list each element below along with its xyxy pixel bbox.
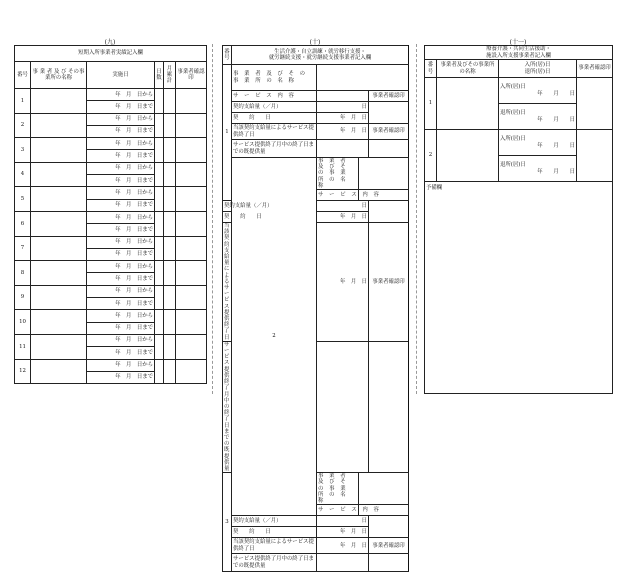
- panel9-col-days: 日 数: [155, 62, 164, 89]
- panel10-contract-amount-label: 契約支給量（／月）: [223, 201, 232, 212]
- panel10-contract-date-value[interactable]: 年 月 日: [317, 212, 369, 223]
- panel11-exit-cell[interactable]: [499, 156, 577, 182]
- panel9-confirm-cell[interactable]: [176, 138, 207, 163]
- panel9-row-number: 1: [15, 89, 31, 114]
- panel10-confirm-cell[interactable]: [369, 201, 409, 223]
- panel9-date-from[interactable]: 年 月 日から: [87, 334, 155, 346]
- panel9-row: [15, 261, 207, 273]
- panel11-exit-label: 退所(居)日: [500, 110, 526, 117]
- panel10-service-label: サ ー ビ ス 内 容: [317, 505, 359, 516]
- panel9-provider-cell[interactable]: [31, 113, 87, 138]
- panel9-row-number: 10: [15, 310, 31, 335]
- panel9-date-from[interactable]: 年 月 日から: [87, 113, 155, 125]
- panel11-provider-cell[interactable]: [437, 78, 499, 130]
- panel9-row: [15, 211, 207, 223]
- panel9-month-total-cell[interactable]: [164, 211, 176, 236]
- panel11-entry-label: 入所(居)日: [500, 84, 526, 91]
- panel9-provider-cell[interactable]: [31, 211, 87, 236]
- panel10-end-contract-value[interactable]: 年 月 日: [317, 223, 369, 342]
- panel11-entry-date: 年 月 日: [537, 90, 575, 97]
- panel11-exit-date: 年 月 日: [537, 116, 575, 123]
- panel9-date-from[interactable]: 年 月 日から: [87, 261, 155, 273]
- panel10-row: [223, 538, 409, 554]
- panel9-date-from[interactable]: 年 月 日から: [87, 359, 155, 371]
- panel9-date-from[interactable]: 年 月 日から: [87, 89, 155, 101]
- separator-right: [416, 44, 417, 394]
- panel9-confirm-cell[interactable]: [176, 211, 207, 236]
- panel9-date-to[interactable]: 年 月 日まで: [87, 199, 155, 211]
- panel9-col-provider: 事 業 者 及 び その事業所の名称: [31, 62, 87, 89]
- panel9-days-cell[interactable]: [155, 310, 164, 335]
- panel10-end-balance-value[interactable]: [317, 341, 369, 472]
- panel9-row: [15, 236, 207, 248]
- panel10-provider-value[interactable]: [359, 473, 409, 505]
- panel9-days-cell[interactable]: [155, 359, 164, 384]
- panel9-days-cell[interactable]: [155, 211, 164, 236]
- panel9-date-to[interactable]: 年 月 日まで: [87, 347, 155, 359]
- separator-left: [212, 44, 213, 394]
- panel9-confirm-cell[interactable]: [176, 113, 207, 138]
- panel11-entry-label: 入所(居)日: [500, 136, 526, 143]
- panel9-date-to[interactable]: 年 月 日まで: [87, 273, 155, 285]
- panel9-col-period: 実施日: [87, 62, 155, 89]
- panel11-col-dates: 入所(居)日 退所(居)日: [499, 60, 577, 78]
- panel11-table: [424, 45, 613, 394]
- panel10-row-number: 1: [223, 65, 232, 201]
- panel10-end-contract-label: 当該契約支給量によるサービス提供終了日: [223, 223, 232, 342]
- panel10-end-balance-label: サービス提供終了月中の終了日までの既提供量: [223, 341, 232, 472]
- panel9-date-from[interactable]: 年 月 日から: [87, 211, 155, 223]
- panel10-end-balance-value[interactable]: [317, 140, 369, 158]
- panel11-notes: 予備欄: [425, 182, 613, 394]
- panel9-confirm-cell[interactable]: [176, 236, 207, 261]
- panel11-col-confirm: 事業者確認印: [577, 60, 613, 78]
- panel10-contract-date-value[interactable]: 年 月 日: [317, 113, 369, 124]
- panel9-provider-cell[interactable]: [31, 359, 87, 384]
- panel10-provider-label: 事 業 者 及 び そ の 事 業 所 の 名 称: [317, 158, 359, 190]
- panel10-contract-amount-label: 契約支給量（／月）: [232, 516, 317, 527]
- panel9-confirm-cell[interactable]: [176, 359, 207, 384]
- panel11-confirm-cell[interactable]: [577, 78, 613, 130]
- panel9-row: [15, 162, 207, 174]
- panel11-exit-date: 年 月 日: [537, 168, 575, 175]
- panel9-days-cell[interactable]: [155, 187, 164, 212]
- panel9-row: [15, 187, 207, 199]
- panel10-provider-value[interactable]: [359, 158, 409, 190]
- panel10-contract-amount-label: 契約支給量（／月）: [232, 102, 317, 113]
- panel9-row-number: 4: [15, 162, 31, 187]
- panel10-row: [223, 140, 409, 158]
- panel11-number: (十一): [509, 39, 527, 46]
- panel11-entry-date: 年 月 日: [537, 142, 575, 149]
- panel10-row-number: 2: [232, 158, 317, 516]
- panel10-row: [223, 91, 409, 102]
- panel10-confirm-cell[interactable]: [369, 102, 409, 124]
- panel9-col-month-total: 月 累 計: [164, 62, 176, 89]
- panel10-provider-value[interactable]: [317, 65, 409, 91]
- panel10-row: [223, 102, 409, 113]
- panel11-col-no: 番号: [425, 60, 437, 78]
- panel9-date-to[interactable]: 年 月 日まで: [87, 298, 155, 310]
- panel11-exit-label: 退所(居)日: [500, 162, 526, 169]
- panel10-end-balance-label: サービス提供終了月中の終了日までの既提供量: [232, 554, 317, 572]
- panel9-date-to[interactable]: 年 月 日まで: [87, 322, 155, 334]
- panel9-month-total-cell[interactable]: [164, 138, 176, 163]
- panel9-days-cell[interactable]: [155, 285, 164, 310]
- panel9-month-total-cell[interactable]: [164, 89, 176, 114]
- panel11-entry-cell[interactable]: [499, 130, 577, 156]
- panel9-row: [15, 310, 207, 322]
- panel9-date-from[interactable]: 年 月 日から: [87, 138, 155, 150]
- panel9-row-number: 9: [15, 285, 31, 310]
- panel10-table: [222, 45, 409, 572]
- panel9-date-from[interactable]: 年 月 日から: [87, 285, 155, 297]
- panel9-provider-cell[interactable]: [31, 285, 87, 310]
- panel9-month-total-cell[interactable]: [164, 310, 176, 335]
- panel9-confirm-cell[interactable]: [176, 334, 207, 359]
- panel10-end-contract-label: 当該契約支給量によるサービス提供終了日: [232, 538, 317, 554]
- panel10-row: [223, 124, 409, 140]
- panel11-row: [425, 78, 613, 104]
- panel9-row-number: 8: [15, 261, 31, 286]
- panel9-row-number: 6: [15, 211, 31, 236]
- panel9-days-cell[interactable]: [155, 236, 164, 261]
- panel9-confirm-cell[interactable]: [176, 187, 207, 212]
- panel11-row-number: 2: [425, 130, 437, 182]
- panel9-row: [15, 359, 207, 371]
- panel10-row: [223, 554, 409, 572]
- panel9-row: [15, 138, 207, 150]
- panel10-title: 生活介護・自立訓練・就労移行支援・ 就労継続支援・就労継続支援事業者記入欄: [232, 46, 409, 65]
- panel10-end-balance-label: サービス提供終了月中の終了日までの既提供量: [232, 140, 317, 158]
- panel11-entry-cell[interactable]: [499, 78, 577, 104]
- panel11-provider-cell[interactable]: [437, 130, 499, 182]
- panel9-date-from[interactable]: 年 月 日から: [87, 187, 155, 199]
- panel9-month-total-cell[interactable]: [164, 359, 176, 384]
- panel10-confirm-label: 事業者確認印: [369, 124, 409, 140]
- panel11-confirm-cell[interactable]: [577, 130, 613, 182]
- panel10-service-label: サ ー ビ ス 内 容: [317, 190, 359, 201]
- panel9-month-total-cell[interactable]: [164, 334, 176, 359]
- panel9-month-total-cell[interactable]: [164, 236, 176, 261]
- panel9-date-from[interactable]: 年 月 日から: [87, 162, 155, 174]
- panel10-confirm-label: 事業者確認印: [369, 91, 409, 102]
- panel10-end-contract-value[interactable]: 年 月 日: [317, 124, 369, 140]
- panel10-provider-label: 事 業 者 及 び そ の 事 業 所 の 名 称: [317, 473, 359, 505]
- panel9-date-to[interactable]: 年 月 日まで: [87, 224, 155, 236]
- panel9-confirm-cell[interactable]: [176, 285, 207, 310]
- panel10-contract-date-label: 契 約 日: [223, 212, 232, 223]
- panel10-confirm-label: 事業者確認印: [369, 223, 409, 342]
- panel9-days-cell[interactable]: [155, 138, 164, 163]
- panel10-service-label: サ ー ビ ス 内 容: [232, 91, 317, 102]
- panel9-month-total-cell[interactable]: [164, 261, 176, 286]
- panel10-confirm-cell[interactable]: [369, 554, 409, 572]
- panel9-provider-cell[interactable]: [31, 162, 87, 187]
- panel9-date-to[interactable]: 年 月 日まで: [87, 175, 155, 187]
- panel10-end-balance-value[interactable]: [317, 554, 369, 572]
- panel9-col-confirm: 事業者確認印: [176, 62, 207, 89]
- panel10-confirm-cell[interactable]: [369, 516, 409, 538]
- panel10-provider-label: 事 業 者 及 び そ の 事 業 所 の 名 称: [232, 65, 317, 91]
- panel10-confirm-cell[interactable]: [369, 341, 409, 472]
- panel11-title: 療養介護・共同生活援助・ 施設入所支援事業者記入欄: [425, 46, 613, 60]
- panel10-end-contract-label: 当該契約支給量によるサービス提供終了日: [232, 124, 317, 140]
- panel9-provider-cell[interactable]: [31, 236, 87, 261]
- panel9-days-cell[interactable]: [155, 162, 164, 187]
- panel9-row-number: 3: [15, 138, 31, 163]
- panel10-contract-amount-value[interactable]: 日: [317, 516, 369, 527]
- panel9-row-number: 11: [15, 334, 31, 359]
- panel9-date-from[interactable]: 年 月 日から: [87, 236, 155, 248]
- panel11-exit-cell[interactable]: [499, 104, 577, 130]
- panel10-row: [223, 65, 409, 91]
- panel11-row: [425, 130, 613, 156]
- panel9-number: (九): [104, 39, 116, 46]
- panel9-col-no: 番号: [15, 62, 31, 89]
- panel9-date-to[interactable]: 年 月 日まで: [87, 150, 155, 162]
- panel9-confirm-cell[interactable]: [176, 261, 207, 286]
- panel11-row-number: 1: [425, 78, 437, 130]
- panel9-row: [15, 113, 207, 125]
- panel9-provider-cell[interactable]: [31, 334, 87, 359]
- panel9-row-number: 5: [15, 187, 31, 212]
- panel9-provider-cell[interactable]: [31, 187, 87, 212]
- panel10-contract-amount-value[interactable]: 日: [317, 102, 369, 113]
- panel9-row: [15, 89, 207, 101]
- panel9-confirm-cell[interactable]: [176, 310, 207, 335]
- panel10-row: [223, 516, 409, 527]
- panel9-provider-cell[interactable]: [31, 310, 87, 335]
- panel9-date-to[interactable]: 年 月 日まで: [87, 101, 155, 113]
- panel10-end-contract-value[interactable]: 年 月 日: [317, 538, 369, 554]
- panel9-month-total-cell[interactable]: [164, 187, 176, 212]
- panel11-col-provider: 事業者及びその事業所の名称: [437, 60, 499, 78]
- panel10-col-no: 番号: [223, 46, 232, 65]
- panel9-month-total-cell[interactable]: [164, 162, 176, 187]
- panel9-date-to[interactable]: 年 月 日まで: [87, 125, 155, 137]
- panel10-contract-date-value[interactable]: 年 月 日: [317, 527, 369, 538]
- panel10-confirm-label: 事業者確認印: [369, 538, 409, 554]
- panel10-contract-amount-value[interactable]: 日: [317, 201, 369, 212]
- panel9-month-total-cell[interactable]: [164, 285, 176, 310]
- panel9-date-to[interactable]: 年 月 日まで: [87, 371, 155, 383]
- panel9-days-cell[interactable]: [155, 113, 164, 138]
- panel10-confirm-cell[interactable]: [369, 140, 409, 158]
- panel9-provider-cell[interactable]: [31, 138, 87, 163]
- panel9-days-cell[interactable]: [155, 334, 164, 359]
- panel9-title-cell: 短期入所事業者実績記入欄: [15, 46, 207, 62]
- panel9-confirm-cell[interactable]: [176, 162, 207, 187]
- panel9-date-from[interactable]: 年 月 日から: [87, 310, 155, 322]
- panel9-confirm-cell[interactable]: [176, 89, 207, 114]
- panel9-row: [15, 334, 207, 346]
- panel9-date-to[interactable]: 年 月 日まで: [87, 248, 155, 260]
- panel9-month-total-cell[interactable]: [164, 113, 176, 138]
- panel9-days-cell[interactable]: [155, 89, 164, 114]
- panel9-row: [15, 285, 207, 297]
- panel9-row-number: 12: [15, 359, 31, 384]
- panel10-row: [223, 158, 409, 190]
- panel9-table: [14, 45, 207, 384]
- panel10-service-value[interactable]: [317, 91, 369, 102]
- panel9-provider-cell[interactable]: [31, 89, 87, 114]
- panel10-contract-date-label: 契 約 日: [232, 113, 317, 124]
- panel10-row-number: 3: [223, 473, 232, 572]
- panel9-provider-cell[interactable]: [31, 261, 87, 286]
- panel9-days-cell[interactable]: [155, 261, 164, 286]
- panel10-number: (十): [309, 39, 321, 46]
- panel9-row-number: 2: [15, 113, 31, 138]
- panel9-row-number: 7: [15, 236, 31, 261]
- panel10-contract-date-label: 契 約 日: [232, 527, 317, 538]
